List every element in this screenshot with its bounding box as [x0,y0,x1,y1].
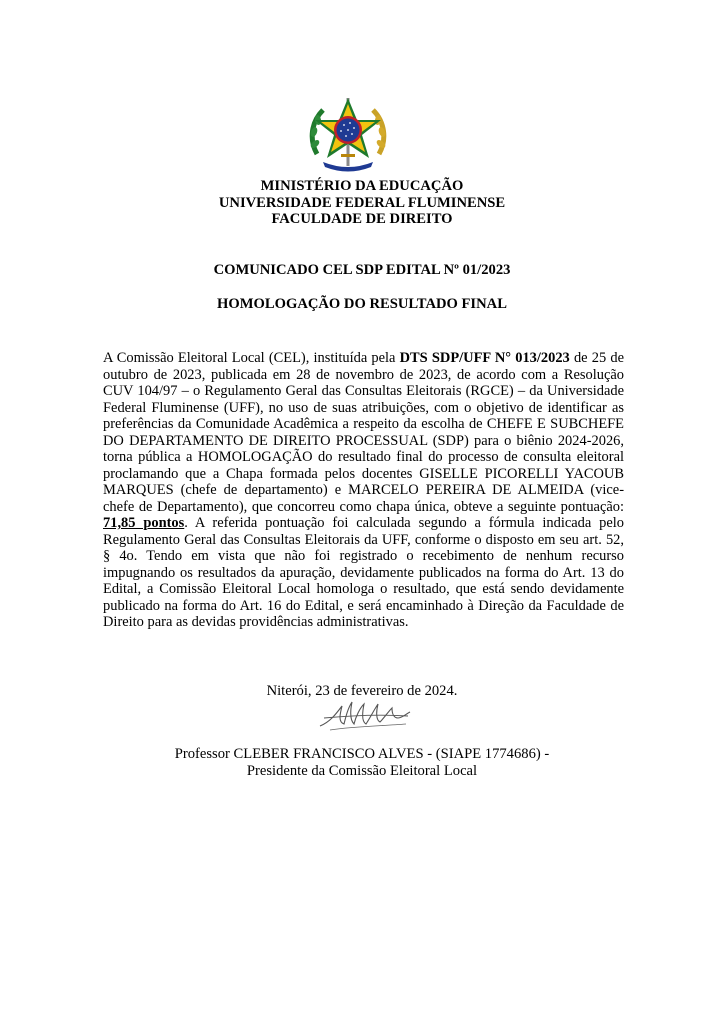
handwritten-signature [316,696,416,734]
document-subject: HOMOLOGAÇÃO DO RESULTADO FINAL [217,296,507,312]
dts-reference: DTS SDP/UFF N° 013/2023 [399,350,570,366]
signer-role: Presidente da Comissão Eleitoral Local [246,762,478,779]
coat-of-arms-icon [305,92,391,174]
body-part-3: . A referida pontuação foi calculada segundo a fórmula indicada pelo Regulamento Geral das Consultas Eleitorais da UFF, conforme o disposto em seu art. 52, § 4o. Tendo em vista que não foi registrado o recebimento de nenhum recurso impugnando os resultados da apuração, devidamente publicados na forma do Art. 13 do Edital, a Comissão Eleitoral Local homologa o resultado, que está sendo devidamente publicado na forma do Art. 16 do Edital, e será encaminhado à Direção da Faculdade de Direito para as devidas providências administrativas. [103,515,624,630]
document-title: COMUNICADO CEL SDP EDITAL Nº 01/2023 [213,262,511,278]
institution-header [0,178,724,228]
score-value: 71,85 pontos [103,515,185,531]
ministry-name: MINISTÉRIO DA EDUCAÇÃO [260,178,464,194]
university-name: UNIVERSIDADE FEDERAL FLUMINENSE [218,194,506,211]
signer-block [0,746,724,779]
body-part-2: de 25 de outubro de 2023, publicada em 28 de novembro de 2023, de acordo com a Resolução CUV 104/97 – o Regulamento Geral das Consultas Eleitorais (RGCE) – da Universidade Federal Fluminense (UFF), no uso de suas atribuições, com o objetivo de identificar as preferências da Comunidade Acadêmica a respeito da escolha de CHEFE E SUBCHEFE DO DEPARTAMENTO DE DIREITO PROCESSUAL (SDP) para o biênio 2024-2026, torna pública a HOMOLOGAÇÃO do resultado final do processo de consulta eleitoral proclamando que a Chapa formada pelos docentes GISELLE PICORELLI YACOUB MARQUES (chefe de departamento) e MARCELO PEREIRA DE ALMEIDA (vice-chefe de Departamento), que concorreu como chapa única, obteve a seguinte pontuação: [103,350,624,515]
place-and-date: Niterói, 23 de fevereiro de 2024. [266,683,458,699]
faculty-name: FACULDADE DE DIREITO [271,211,453,227]
body-part-1: A Comissão Eleitoral Local (CEL), instituída pela [103,350,400,366]
body-paragraph [103,350,624,631]
signer-name: Professor CLEBER FRANCISCO ALVES - (SIAPE 1774686) - [174,746,550,762]
